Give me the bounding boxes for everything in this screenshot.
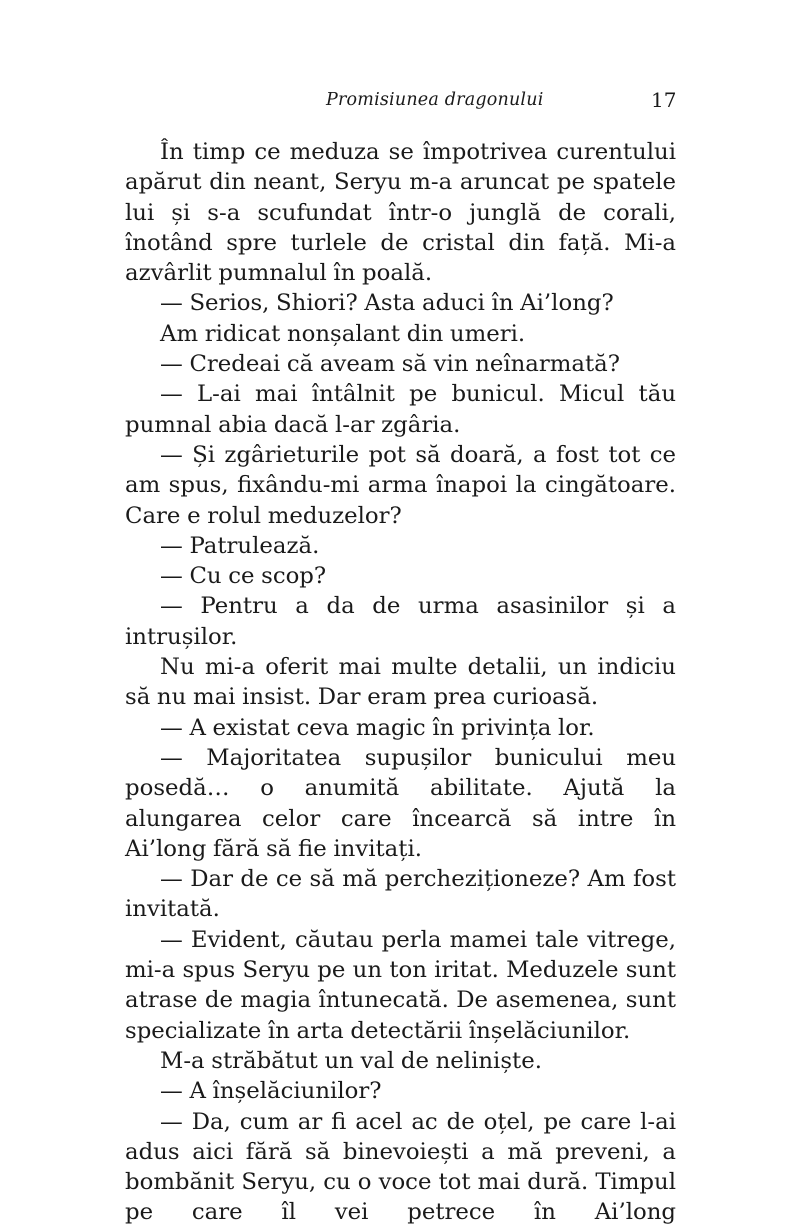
paragraph: — A înșelăciunilor? bbox=[160, 1078, 382, 1105]
body-text bbox=[125, 137, 676, 1228]
paragraph: — Serios, Shiori? Asta aduci în Ai’long? bbox=[160, 290, 614, 317]
running-title: Promisiunea dragonului bbox=[326, 90, 544, 110]
paragraph: Nu mi-a oferit mai multe detalii, un indiciu să nu mai insist. Dar eram prea curioasă. bbox=[125, 654, 676, 711]
paragraph: — Dar de ce să mă percheziționeze? Am fost invitată. bbox=[125, 866, 676, 923]
paragraph: — A existat ceva magic în privința lor. bbox=[160, 714, 595, 741]
paragraph: M-a străbătut un val de neliniște. bbox=[160, 1047, 542, 1074]
paragraph: — Da, cum ar fi acel ac de oțel, pe care l-ai adus aici fără să binevoiești a mă preveni, a bombănit Seryu, cu o voce tot mai dură. Timpul pe care îl vei petrece în Ai’long bbox=[125, 1108, 676, 1226]
paragraph: — Majoritatea supușilor bunicului meu posedă… o anumită abilitate. Ajută la alungarea celor care încearcă să intre în Ai’long fără să fie invitați. bbox=[125, 744, 676, 862]
paragraph: — Pentru a da de urma asasinilor și a intrușilor. bbox=[125, 593, 676, 650]
paragraph: — Cu ce scop? bbox=[160, 563, 327, 590]
page-number: 17 bbox=[651, 88, 677, 112]
paragraph: — Și zgârieturile pot să doară, a fost tot ce am spus, fixându-mi arma înapoi la cingătoare. Care e rolul meduzelor? bbox=[125, 441, 676, 529]
paragraph: Am ridicat nonșalant din umeri. bbox=[160, 320, 526, 347]
paragraph: — Evident, căutau perla mamei tale vitrege, mi-a spus Seryu pe un ton iritat. Meduzele sunt atrase de magia întunecată. De asemenea, sunt specializate în arta detectării înșelăciunilor. bbox=[125, 926, 676, 1044]
paragraph: — Credeai că aveam să vin neînarmată? bbox=[160, 351, 620, 378]
paragraph: În timp ce meduza se împotrivea curentului apărut din neant, Seryu m-a aruncat pe spatele lui și s-a scufundat într-o junglă de corali, înotând spre turlele de cristal din față. Mi-a azvârlit pumnalul în poală. bbox=[125, 139, 676, 287]
paragraph: — L-ai mai întâlnit pe bunicul. Micul tău pumnal abia dacă l-ar zgâria. bbox=[125, 381, 676, 438]
paragraph: — Patrulează. bbox=[160, 532, 320, 559]
running-header bbox=[0, 90, 800, 114]
